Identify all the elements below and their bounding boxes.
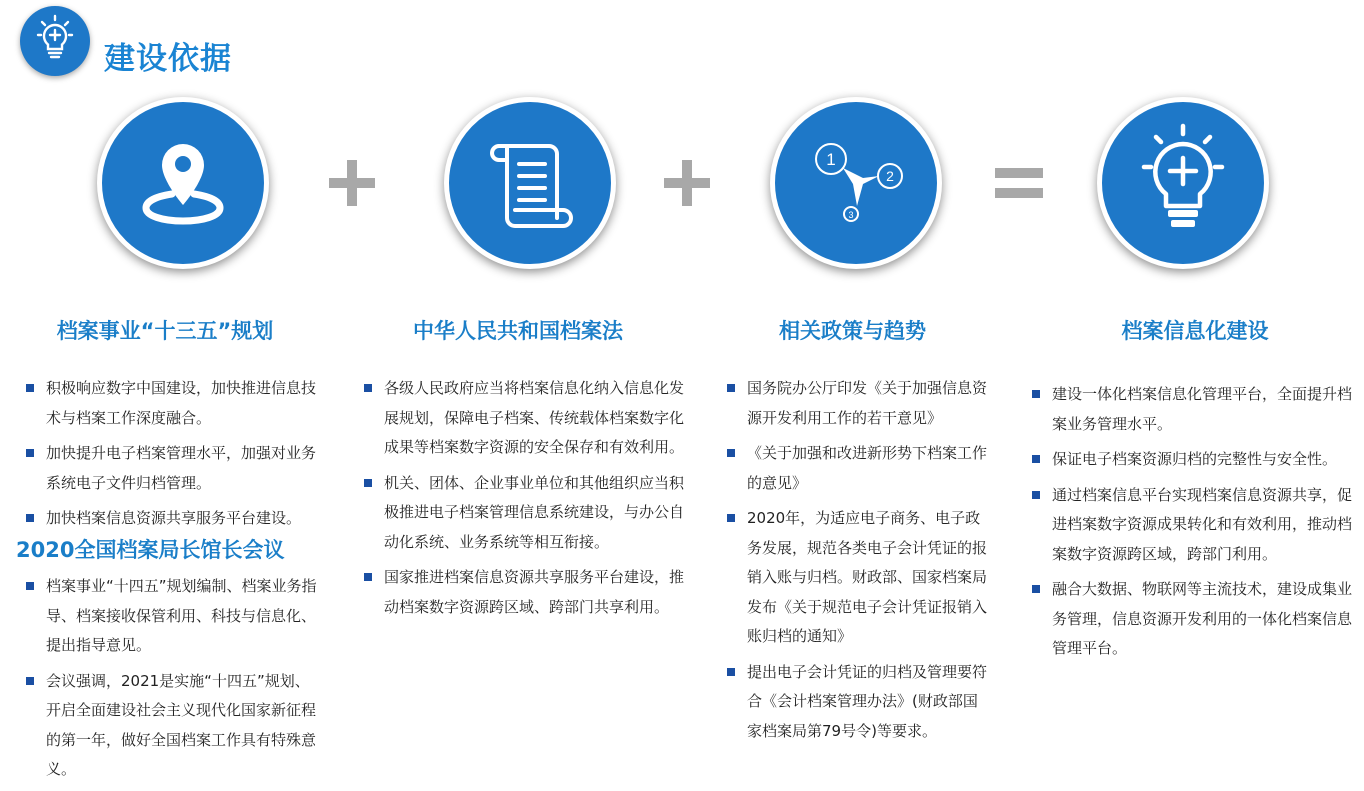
list-item: 机关、团体、企业事业单位和其他组织应当积极推进电子档案管理信息系统建设，与办公自动化系统、业务系统等相互衔接。 [364, 469, 689, 558]
column-title: 档案信息化建设 [1121, 319, 1269, 343]
list-item: 《关于加强和改进新形势下档案工作的意见》 [727, 439, 992, 498]
column-title: 中华人民共和国档案法 [413, 319, 623, 343]
equals-icon [995, 166, 1043, 206]
list-item: 国务院办公厅印发《关于加强信息资源开发利用工作的若干意见》 [727, 374, 992, 433]
list-item: 2020年，为适应电子商务、电子政务发展，规范各类电子会计凭证的报销入账与归档。财政部、国家档案局发布《关于规范电子会计凭证报销入账归档的通知》 [727, 504, 992, 652]
list-item: 融合大数据、物联网等主流技术，建设成集业务管理，信息资源开发利用的一体化档案信息管理平台。 [1032, 575, 1357, 664]
plus-icon [327, 158, 377, 212]
list-item: 会议强调，2021是实施“十四五”规划、开启全面建设社会主义现代化国家新征程的第一年，做好全国档案工作具有特殊意义。 [26, 667, 321, 785]
step-label: 1 [826, 150, 836, 169]
list-item: 通过档案信息平台实现档案信息资源共享，促进档案数字资源成果转化和有效利用，推动档案数字资源跨区域，跨部门利用。 [1032, 481, 1357, 570]
list-item: 提出电子会计凭证的归档及管理要符合《会计档案管理办法》(财政部国家档案局第79号令)等要求。 [727, 658, 992, 747]
step-label: 3 [848, 210, 854, 220]
column-title: 相关政策与趋势 [779, 319, 926, 343]
list-item: 档案事业“十四五”规划编制、档案业务指导、档案接收保管利用、科技与信息化、提出指导意见。 [26, 572, 321, 661]
list-item: 国家推进档案信息资源共享服务平台建设，推动档案数字资源跨区域、跨部门共享利用。 [364, 563, 689, 622]
numbered-steps-icon [770, 97, 942, 269]
bullet-list [1032, 380, 1357, 670]
plus-icon [662, 158, 712, 212]
step-label: 2 [886, 168, 894, 184]
bullet-list [364, 374, 689, 628]
scroll-document-icon [444, 97, 616, 269]
bullet-list [26, 572, 321, 791]
page-title: 建设依据 [104, 41, 232, 77]
column-title: 档案事业“十三五”规划 [56, 319, 274, 343]
location-pin-icon [97, 97, 269, 269]
bullet-list [26, 374, 321, 540]
bullet-list [727, 374, 992, 752]
lightbulb-plus-icon [1097, 97, 1269, 269]
list-item: 积极响应数字中国建设，加快推进信息技术与档案工作深度融合。 [26, 374, 321, 433]
list-item: 保证电子档案资源归档的完整性与安全性。 [1032, 445, 1357, 475]
list-item: 加快档案信息资源共享服务平台建设。 [26, 504, 321, 534]
list-item: 各级人民政府应当将档案信息化纳入信息化发展规划，保障电子档案、传统载体档案数字化成果等档案数字资源的安全保存和有效利用。 [364, 374, 689, 463]
list-item: 建设一体化档案信息化管理平台，全面提升档案业务管理水平。 [1032, 380, 1357, 439]
sub-title: 2020全国档案局长馆长会议 [16, 538, 285, 562]
header-lightbulb-icon [20, 6, 90, 76]
list-item: 加快提升电子档案管理水平，加强对业务系统电子文件归档管理。 [26, 439, 321, 498]
